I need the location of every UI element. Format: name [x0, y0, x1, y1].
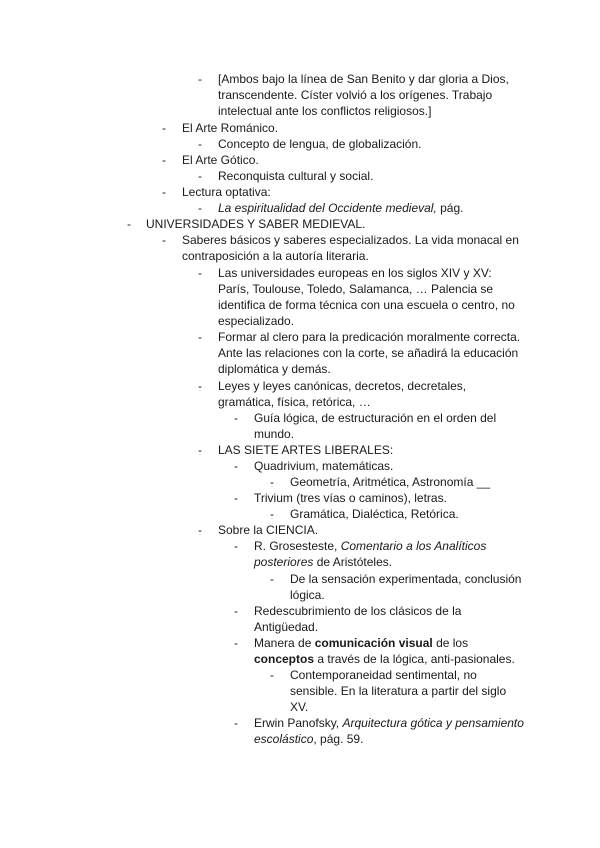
bullet-dash: - [162, 233, 166, 247]
bullet-dash: - [234, 411, 238, 425]
text-fragment: , pág. 59. [313, 732, 364, 746]
bullet-dash: - [270, 507, 274, 521]
text-line: Saberes básicos y saberes especializados. La vida monacal en [182, 233, 519, 247]
text-line: El Arte Románico. [182, 121, 279, 135]
text-line [254, 538, 486, 554]
text-fragment: a través de la lógica, anti-pasionales. [314, 652, 515, 666]
bullet-dash: - [270, 572, 274, 586]
text-line: Concepto de lengua, de globalización. [218, 137, 422, 151]
book-title: Arquitectura gótica y pensamiento [342, 716, 524, 730]
bullet-dash: - [234, 636, 238, 650]
bold-text: comunicación visual [314, 636, 433, 650]
text-line: contraposición a la autoría literaria. [182, 249, 369, 263]
text-line: [Ambos bajo la línea de San Benito y dar gloria a Dios, [218, 72, 509, 86]
text-line: identifica de forma técnica con una escuela o centro, no [218, 298, 515, 312]
bullet-dash: - [198, 379, 202, 393]
bullet-dash: - [198, 443, 202, 457]
bullet-dash: - [234, 604, 238, 618]
bullet-dash: - [162, 153, 166, 167]
text-line: Reconquista cultural y social. [218, 169, 374, 183]
text-fragment: R. Grosesteste, [254, 539, 341, 553]
text-fragment: pág. [436, 201, 464, 215]
bullet-dash: - [270, 668, 274, 682]
book-title: posteriores [254, 555, 314, 569]
text-line: Las universidades europeas en los siglos XIV y XV: [218, 266, 492, 280]
bullet-dash: - [198, 266, 202, 280]
text-fragment: Erwin Panofsky, [254, 716, 343, 730]
text-line: gramática, física, retórica, … [218, 395, 371, 409]
bullet-dash: - [162, 121, 166, 135]
book-title: Comentario a los Analíticos [340, 539, 487, 553]
bullet-dash: - [234, 491, 238, 505]
text-line: Trivium (tres vías o caminos), letras. [254, 491, 447, 505]
text-line [254, 731, 363, 747]
bullet-dash: - [198, 330, 202, 344]
text-line: transcendente. Císter volvió a los orígenes. Trabajo [218, 88, 493, 102]
text-line: Ante las relaciones con la corte, se añadirá la educación [218, 346, 519, 360]
bullet-dash: - [198, 201, 202, 215]
text-line: diplomática y demás. [218, 362, 331, 376]
book-title: La espiritualidad del Occidente medieval, [218, 201, 437, 215]
bold-text: conceptos [254, 652, 315, 666]
bullet-dash: - [198, 137, 202, 151]
bullet-dash: - [234, 459, 238, 473]
text-line: mundo. [254, 427, 295, 441]
bullet-dash: - [198, 72, 202, 86]
text-line: Quadrivium, matemáticas. [254, 459, 394, 473]
book-title: escolástico [254, 732, 314, 746]
bullet-dash: - [127, 217, 131, 231]
text-line: lógica. [290, 588, 325, 602]
bullet-dash: - [234, 716, 238, 730]
text-line: especializado. [218, 314, 295, 328]
text-line: Sobre la CIENCIA. [218, 523, 319, 537]
text-line: Guía lógica, de estructuración en el orden del [254, 411, 497, 425]
text-line [254, 715, 524, 731]
text-line [254, 554, 392, 570]
text-line: XV. [290, 700, 309, 714]
text-fragment: de los [432, 636, 469, 650]
text-line: Leyes y leyes canónicas, decretos, decretales, [218, 379, 467, 393]
text-line: LAS SIETE ARTES LIBERALES: [218, 443, 394, 457]
text-line: Redescubrimiento de los clásicos de la [254, 604, 462, 618]
bullet-dash: - [234, 539, 238, 553]
text-line [254, 635, 468, 651]
text-line: París, Toulouse, Toledo, Salamanca, … Palencia se [218, 282, 494, 296]
text-line: El Arte Gótico. [182, 153, 259, 167]
text-line [254, 651, 515, 667]
bullet-dash: - [162, 185, 166, 199]
text-line: Antigüedad. [254, 620, 319, 634]
text-line: intelectual ante los conflictos religiosos.] [218, 104, 432, 118]
text-line: Formar al clero para la predicación moralmente correcta. [218, 330, 521, 344]
text-line: Gramática, Dialéctica, Retórica. [290, 507, 459, 521]
text-line: Contemporaneidad sentimental, no [290, 668, 477, 682]
text-line: Lectura optativa: [182, 185, 271, 199]
text-line: sensible. En la literatura a partir del siglo [290, 684, 507, 698]
text-fragment: Manera de [254, 636, 315, 650]
text-fragment: de Aristóteles. [313, 555, 393, 569]
text-line: Geometría, Aritmética, Astronomía __ [290, 475, 491, 489]
text-line [218, 200, 464, 216]
bullet-dash: - [198, 169, 202, 183]
section-heading: UNIVERSIDADES Y SABER MEDIEVAL. [146, 217, 366, 231]
bullet-dash: - [198, 523, 202, 537]
text-line: De la sensación experimentada, conclusión [290, 572, 522, 586]
bullet-dash: - [270, 475, 274, 489]
